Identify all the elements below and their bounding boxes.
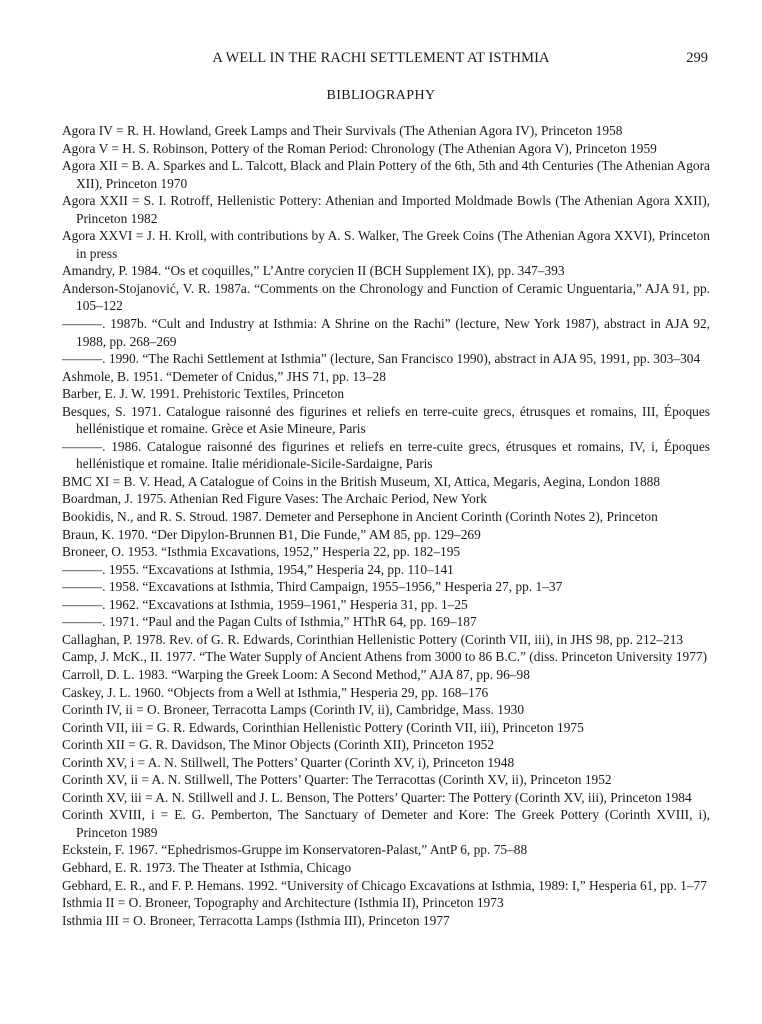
bibliography-entry: BMC XI = B. V. Head, A Catalogue of Coins in the British Museum, XI, Attica, Megaris, Aegina, London 1888 — [62, 473, 661, 489]
bibliography-entry: Besques, S. 1971. Catalogue raisonné des figurines et reliefs en terre-cuite grecs, étrusques et romains, III, Époques hellénistique et romaine. Grèce et Asie Mineure, Paris — [62, 403, 710, 437]
bibliography-entry: Anderson-Stojanović, V. R. 1987a. “Comments on the Chronology and Function of Ceramic Unguentaria,” AJA 91, pp. 105–122 — [62, 280, 710, 314]
bibliography-entry: ———. 1987b. “Cult and Industry at Isthmia: A Shrine on the Rachi” (lecture, New York 1987), abstract in AJA 92, 1988, pp. 268–269 — [62, 316, 710, 349]
bibliography-entry: Agora V = H. S. Robinson, Pottery of the Roman Period: Chronology (The Athenian Agora V), Princeton 1959 — [62, 140, 657, 156]
bibliography-entry: ———. 1986. Catalogue raisonné des figurines et reliefs en terre-cuite grecs, étrusques et romains, IV, i, Époques hellénistique et romaine. Italie méridionale-Sicile-Sardaigne, Paris — [62, 438, 710, 472]
bibliography-entry: Corinth IV, ii = O. Broneer, Terracotta Lamps (Corinth IV, ii), Cambridge, Mass. 1930 — [62, 702, 525, 718]
bibliography-entry: Corinth XV, ii = A. N. Stillwell, The Potters’ Quarter: The Terracottas (Corinth XV, ii), Princeton 1952 — [62, 772, 612, 788]
bibliography-entry: Caskey, J. L. 1960. “Objects from a Well at Isthmia,” Hesperia 29, pp. 168–176 — [62, 684, 489, 700]
bibliography-entry: Agora XXVI = J. H. Kroll, with contributions by A. S. Walker, The Greek Coins (The Athenian Agora XXVI), Princeton in press — [62, 228, 710, 261]
bibliography-entry: Boardman, J. 1975. Athenian Red Figure Vases: The Archaic Period, New York — [62, 491, 487, 507]
bibliography-entry: ———. 1962. “Excavations at Isthmia, 1959–1961,” Hesperia 31, pp. 1–25 — [62, 596, 468, 612]
bibliography-entry: ———. 1971. “Paul and the Pagan Cults of Isthmia,” HThR 64, pp. 169–187 — [62, 614, 477, 630]
bibliography-entry: Isthmia II = O. Broneer, Topography and Architecture (Isthmia II), Princeton 1973 — [62, 895, 504, 911]
bibliography-entry: Barber, E. J. W. 1991. Prehistoric Textiles, Princeton — [62, 386, 345, 402]
bibliography-entry: Agora IV = R. H. Howland, Greek Lamps and Their Survivals (The Athenian Agora IV), Princeton 1958 — [62, 123, 623, 138]
page-number: 299 — [686, 50, 708, 66]
section-title: BIBLIOGRAPHY — [326, 88, 436, 103]
bibliography-entry: Eckstein, F. 1967. “Ephedrismos-Gruppe im Konservatoren-Palast,” AntP 6, pp. 75–88 — [62, 842, 528, 858]
bibliography-entry: ———. 1990. “The Rachi Settlement at Isthmia” (lecture, San Francisco 1990), abstract in AJA 95, 1991, pp. 303–304 — [62, 351, 701, 367]
bibliography-entry: ———. 1955. “Excavations at Isthmia, 1954,” Hesperia 24, pp. 110–141 — [62, 561, 454, 577]
bibliography-entry: Agora XII = B. A. Sparkes and L. Talcott, Black and Plain Pottery of the 6th, 5th and 4th Centuries (The Athenian Agora XII), Princeton 1970 — [62, 158, 710, 191]
bibliography-entry: Isthmia III = O. Broneer, Terracotta Lamps (Isthmia III), Princeton 1977 — [62, 912, 450, 928]
bibliography-entry: Callaghan, P. 1978. Rev. of G. R. Edwards, Corinthian Hellenistic Pottery (Corinth VII, iii), in JHS 98, pp. 212–213 — [62, 631, 684, 647]
bibliography-entry: Corinth XV, iii = A. N. Stillwell and J. L. Benson, The Potters’ Quarter: The Pottery (Corinth XV, iii), Princeton 1984 — [62, 789, 692, 805]
bibliography-entry: Corinth XV, i = A. N. Stillwell, The Potters’ Quarter (Corinth XV, i), Princeton 1948 — [62, 754, 515, 770]
bibliography-entry: Corinth VII, iii = G. R. Edwards, Corinthian Hellenistic Pottery (Corinth VII, iii), Princeton 1975 — [62, 719, 584, 735]
bibliography-list — [62, 122, 710, 929]
bibliography-entry: Corinth XVIII, i = E. G. Pemberton, The Sanctuary of Demeter and Kore: The Greek Pottery (Corinth XVIII, i), Princeton 1989 — [62, 807, 710, 840]
running-title: A WELL IN THE RACHI SETTLEMENT AT ISTHMIA — [212, 50, 550, 66]
bibliography-entry: Ashmole, B. 1951. “Demeter of Cnidus,” JHS 71, pp. 13–28 — [62, 368, 386, 384]
bibliography-entry: Broneer, O. 1953. “Isthmia Excavations, 1952,” Hesperia 22, pp. 182–195 — [62, 544, 461, 560]
bibliography-entry: Corinth XII = G. R. Davidson, The Minor Objects (Corinth XII), Princeton 1952 — [62, 737, 495, 753]
bibliography-entry: Gebhard, E. R., and F. P. Hemans. 1992. “University of Chicago Excavations at Isthmia, 1989: I,” Hesperia 61, pp. 1–77 — [62, 877, 707, 893]
bibliography-entry: Carroll, D. L. 1983. “Warping the Greek Loom: A Second Method,” AJA 87, pp. 96–98 — [62, 666, 530, 682]
bibliography-entry: Braun, K. 1970. “Der Dipylon-Brunnen B1, Die Funde,” AM 85, pp. 129–269 — [62, 526, 481, 542]
bibliography-entry: Amandry, P. 1984. “Os et coquilles,” L’Antre corycien II (BCH Supplement IX), pp. 347–393 — [62, 263, 565, 279]
bibliography-entry: Gebhard, E. R. 1973. The Theater at Isthmia, Chicago — [62, 859, 352, 875]
bibliography-entry: ———. 1958. “Excavations at Isthmia, Third Campaign, 1955–1956,” Hesperia 27, pp. 1–37 — [62, 579, 563, 595]
bibliography-entry: Bookidis, N., and R. S. Stroud. 1987. Demeter and Persephone in Ancient Corinth (Corinth Notes 2), Princeton — [62, 509, 658, 525]
bibliography-entry: Camp, J. McK., II. 1977. “The Water Supply of Ancient Athens from 3000 to 86 B.C.” (diss. Princeton University 1977) — [62, 649, 708, 665]
bibliography-entry: Agora XXII = S. I. Rotroff, Hellenistic Pottery: Athenian and Imported Moldmade Bowls (The Athenian Agora XXII), Princeton 1982 — [62, 193, 710, 226]
